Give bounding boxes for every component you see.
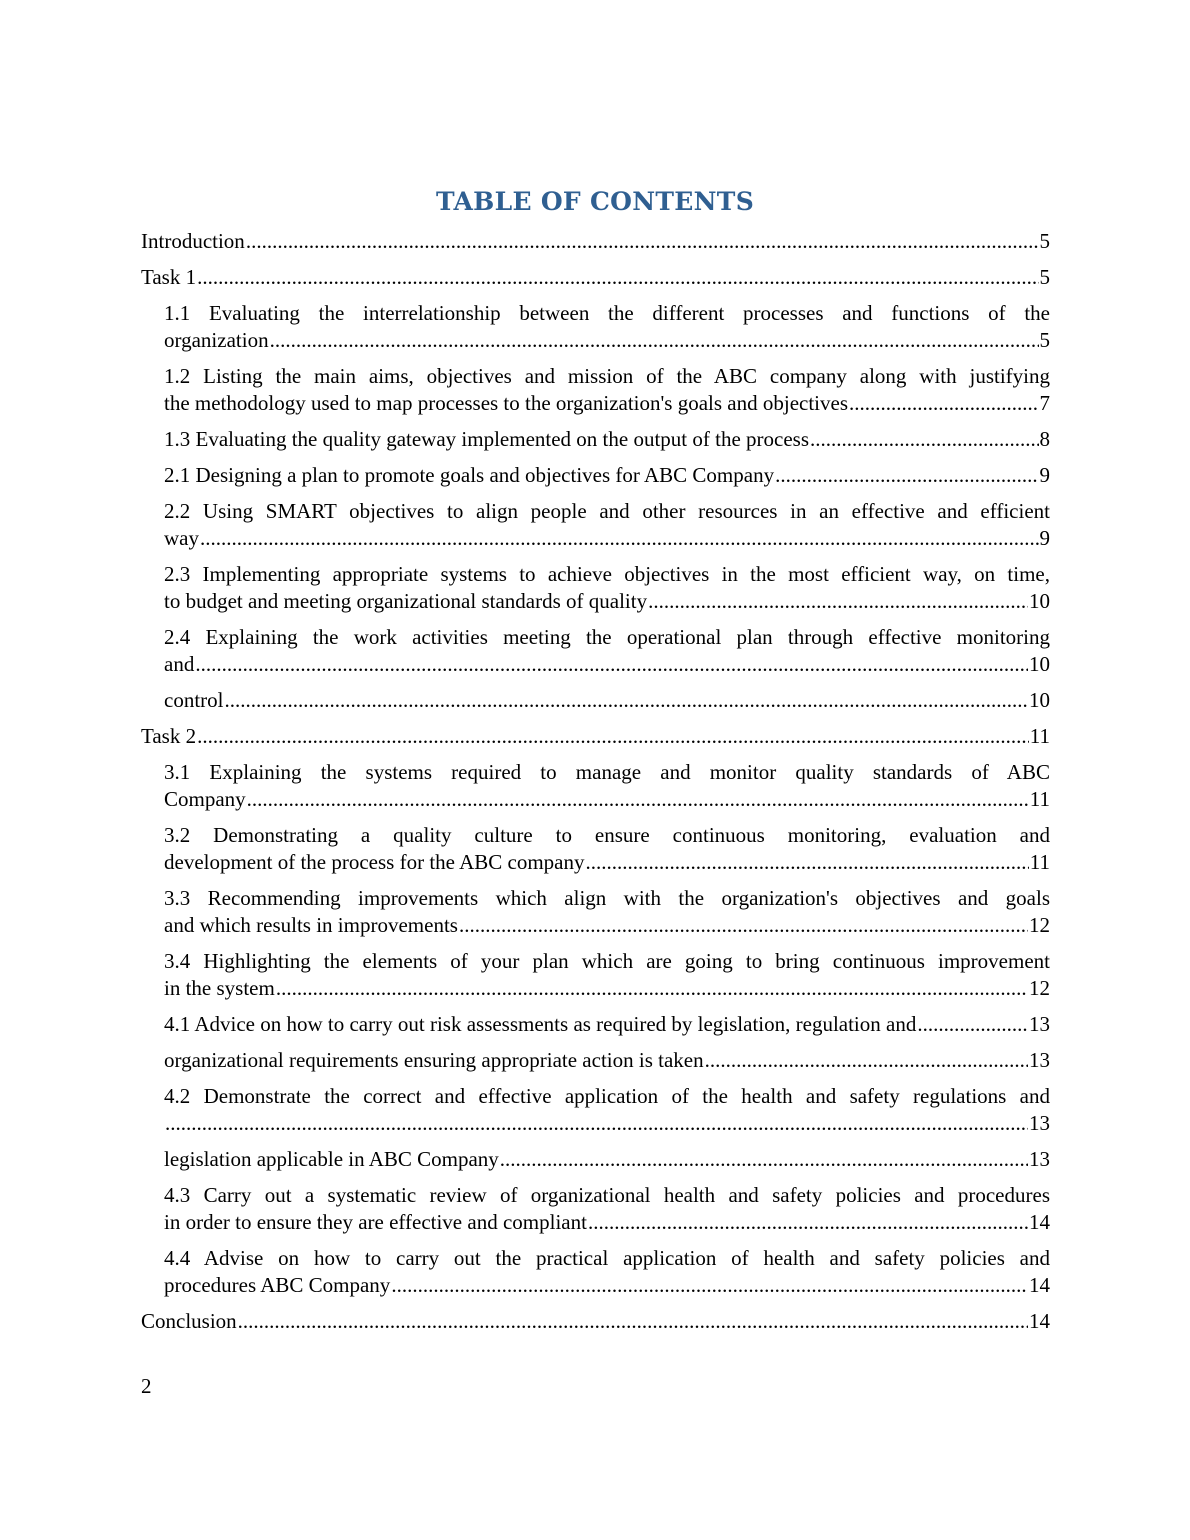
toc-entry-page-number: 12 [1029,976,1050,1000]
toc-entry-label: development of the process for the ABC company [164,850,585,874]
dot-leader [246,228,1039,255]
table-of-contents [141,228,1050,1344]
toc-entry-leader-line [164,912,1050,939]
dot-leader [197,723,1029,750]
dot-leader [585,849,1028,876]
toc-entry-page-number: 9 [1039,463,1050,487]
dot-leader [224,687,1028,714]
toc-entry-page-number: 13 [1029,1147,1050,1171]
toc-entry-leader-line [164,1047,1050,1074]
dot-leader [200,525,1039,552]
dot-leader [238,1308,1028,1335]
dot-leader [247,786,1029,813]
toc-entry-text-line: 1.2 Listing the main aims, objectives and mission of the ABC company along with justifying [164,364,1050,388]
toc-entry-text-line: 1.1 Evaluating the interrelationship between the different processes and functions of the [164,301,1050,325]
toc-entry[interactable] [141,1146,1050,1173]
dot-leader [849,390,1039,417]
toc-entry-page-number: 10 [1029,688,1050,712]
dot-leader [165,1110,1028,1137]
toc-entry-label: Task 1 [141,265,197,289]
toc-entry[interactable] [141,228,1050,255]
toc-entry[interactable] [141,498,1050,552]
toc-entry-leader-line [164,786,1050,813]
toc-entry-page-number: 13 [1029,1048,1050,1072]
toc-entry[interactable] [141,948,1050,1002]
dot-leader [195,651,1028,678]
dot-leader [588,1209,1028,1236]
toc-entry-label: 1.3 Evaluating the quality gateway implemented on the output of the process [164,427,810,451]
toc-entry[interactable] [141,561,1050,615]
toc-entry-label: in the system [164,976,275,1000]
toc-entry-text-line: 3.4 Highlighting the elements of your plan which are going to bring continuous improvement [164,949,1050,973]
toc-entry-leader-line [164,1011,1050,1038]
toc-entry-leader-line [164,588,1050,615]
toc-entry-leader-line [164,462,1050,489]
toc-entry[interactable] [141,624,1050,678]
toc-entry-label: Company [164,787,246,811]
dot-leader [391,1272,1028,1299]
toc-entry-text-line: 4.2 Demonstrate the correct and effective application of the health and safety regulations and [164,1084,1050,1108]
toc-entry-label: Introduction [141,229,245,253]
dot-leader [270,327,1039,354]
toc-entry[interactable] [141,759,1050,813]
toc-entry-label: Conclusion [141,1309,237,1333]
toc-entry-label: and [164,652,195,676]
toc-entry[interactable] [141,1011,1050,1038]
toc-entry-leader-line [164,327,1050,354]
toc-entry[interactable] [141,426,1050,453]
toc-entry-label: 2.1 Designing a plan to promote goals and objectives for ABC Company [164,463,775,487]
toc-entry-leader-line [164,525,1050,552]
toc-entry-page-number: 11 [1029,724,1050,748]
toc-entry-text-line: 4.3 Carry out a systematic review of organizational health and safety policies and procedures [164,1183,1050,1207]
toc-entry-page-number: 7 [1039,391,1050,415]
toc-entry-leader-line [164,651,1050,678]
toc-entry[interactable] [141,264,1050,291]
toc-entry-page-number: 5 [1039,265,1050,289]
toc-entry-leader-line [141,228,1050,255]
toc-entry-page-number: 8 [1039,427,1050,451]
toc-entry-page-number: 10 [1029,652,1050,676]
toc-entry-leader-line [164,975,1050,1002]
dot-leader [500,1146,1028,1173]
dot-leader [705,1047,1028,1074]
toc-entry-leader-line [141,264,1050,291]
toc-title: TABLE OF CONTENTS [435,187,755,216]
dot-leader [459,912,1028,939]
toc-entry[interactable] [141,300,1050,354]
toc-entry-label: Task 2 [141,724,197,748]
toc-entry-label: organizational requirements ensuring appropriate action is taken [164,1048,704,1072]
toc-entry-leader-line [164,849,1050,876]
toc-entry-text-line: 2.3 Implementing appropriate systems to achieve objectives in the most efficient way, on time, [164,562,1050,586]
toc-entry-page-number: 10 [1029,589,1050,613]
toc-entry[interactable] [141,1083,1050,1137]
toc-entry-label: control [164,688,224,712]
toc-entry-label: the methodology used to map processes to the organization's goals and objectives [164,391,848,415]
toc-entry-leader-line [164,1272,1050,1299]
toc-entry-page-number: 5 [1039,328,1050,352]
toc-entry-leader-line [164,390,1050,417]
toc-entry-leader-line [164,426,1050,453]
page-number: 2 [141,1374,152,1398]
toc-entry[interactable] [141,885,1050,939]
toc-entry-label: legislation applicable in ABC Company [164,1147,499,1171]
toc-entry-page-number: 14 [1029,1273,1050,1297]
toc-entry[interactable] [141,1182,1050,1236]
dot-leader [276,975,1028,1002]
toc-entry-leader-line [141,723,1050,750]
toc-entry-leader-line [164,1146,1050,1173]
dot-leader [648,588,1028,615]
toc-entry-leader-line [164,1110,1050,1137]
dot-leader [197,264,1038,291]
toc-entry-label: in order to ensure they are effective and compliant [164,1210,587,1234]
toc-entry-text-line: 3.3 Recommending improvements which align with the organization's objectives and goals [164,886,1050,910]
toc-entry-label: 4.1 Advice on how to carry out risk assessments as required by legislation, regulation and [164,1012,917,1036]
toc-entry-page-number: 14 [1029,1309,1050,1333]
toc-entry-page-number: 9 [1039,526,1050,550]
toc-entry-label: procedures ABC Company [164,1273,391,1297]
toc-entry[interactable] [141,1245,1050,1299]
toc-entry-text-line: 4.4 Advise on how to carry out the practical application of health and safety policies and [164,1246,1050,1270]
toc-entry-label: to budget and meeting organizational standards of quality [164,589,648,613]
toc-entry[interactable] [141,1047,1050,1074]
toc-entry-page-number: 13 [1029,1012,1050,1036]
toc-entry[interactable] [141,723,1050,750]
toc-entry-page-number: 13 [1029,1111,1050,1135]
toc-entry-page-number: 11 [1029,850,1050,874]
dot-leader [810,426,1038,453]
toc-entry[interactable] [141,822,1050,876]
toc-entry[interactable] [141,687,1050,714]
toc-entry-leader-line [164,1209,1050,1236]
toc-entry-label: and which results in improvements [164,913,458,937]
toc-entry-page-number: 11 [1029,787,1050,811]
toc-entry-text-line: 2.2 Using SMART objectives to align people and other resources in an effective and efficient [164,499,1050,523]
toc-entry-page-number: 14 [1029,1210,1050,1234]
toc-entry-text-line: 3.2 Demonstrating a quality culture to ensure continuous monitoring, evaluation and [164,823,1050,847]
toc-entry[interactable] [141,1308,1050,1335]
toc-entry[interactable] [141,462,1050,489]
toc-entry[interactable] [141,363,1050,417]
dot-leader [775,462,1038,489]
toc-entry-page-number: 5 [1039,229,1050,253]
dot-leader [917,1011,1028,1038]
toc-entry-label: way [164,526,199,550]
toc-entry-leader-line [164,687,1050,714]
toc-entry-leader-line [141,1308,1050,1335]
toc-entry-label: organization [164,328,269,352]
toc-entry-text-line: 3.1 Explaining the systems required to manage and monitor quality standards of ABC [164,760,1050,784]
toc-entry-page-number: 12 [1029,913,1050,937]
toc-entry-text-line: 2.4 Explaining the work activities meeting the operational plan through effective monitoring [164,625,1050,649]
